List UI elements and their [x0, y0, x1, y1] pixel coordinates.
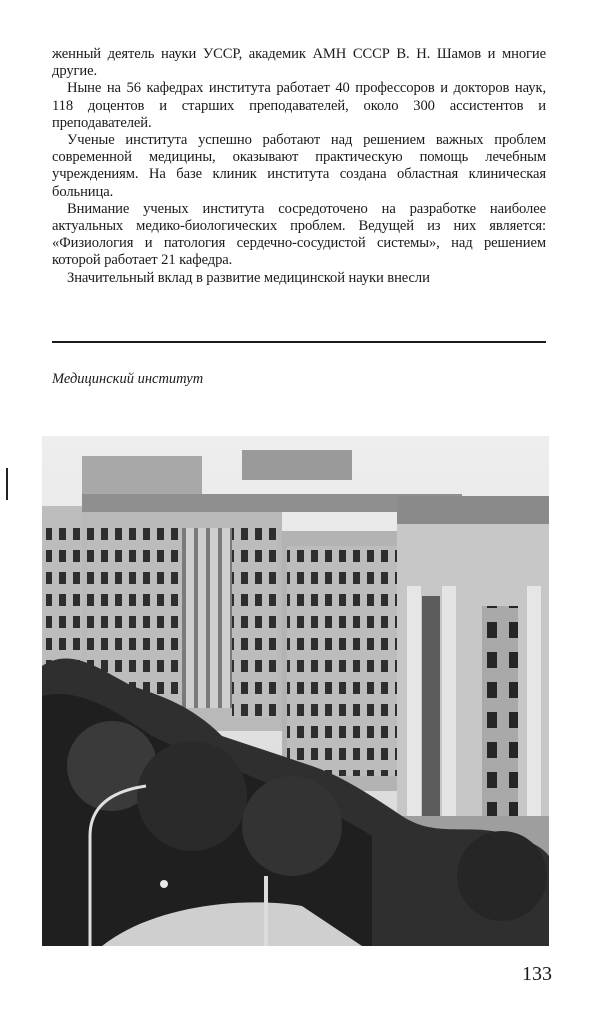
body-text — [52, 46, 546, 287]
institute-photo — [42, 436, 549, 946]
paragraph-problems: Внимание ученых института сосредоточено на разработке наиболее актуальных медико-биологических проблем. Ведущей из них является: «Физиология и патология сердечно-сосудистой системы», над решением которой работает 21 кафедра. — [52, 200, 546, 269]
paragraph-research: Ученые института успешно работают над решением важных проблем современной медицины, оказывают практическую помощь лечебным учреждениям. На базе клиник института создана областная клиническая больница. — [52, 132, 546, 200]
horizontal-rule — [52, 341, 546, 343]
photo-caption: Медицинский институт — [52, 371, 204, 387]
page-number: 133 — [522, 963, 552, 985]
paragraph-continuation: женный деятель науки УССР, академик АМН СССР В. Н. Шамов и многие другие. — [52, 46, 546, 80]
paragraph-departments: Ныне на 56 кафедрах института работает 40 профессоров и докторов наук, 118 доцентов и старших преподавателей, около 300 ассистентов и преподавателей. — [52, 80, 546, 131]
paragraph-contribution: Значительный вклад в развитие медицинской науки внесли — [67, 269, 430, 286]
margin-mark — [6, 468, 8, 500]
